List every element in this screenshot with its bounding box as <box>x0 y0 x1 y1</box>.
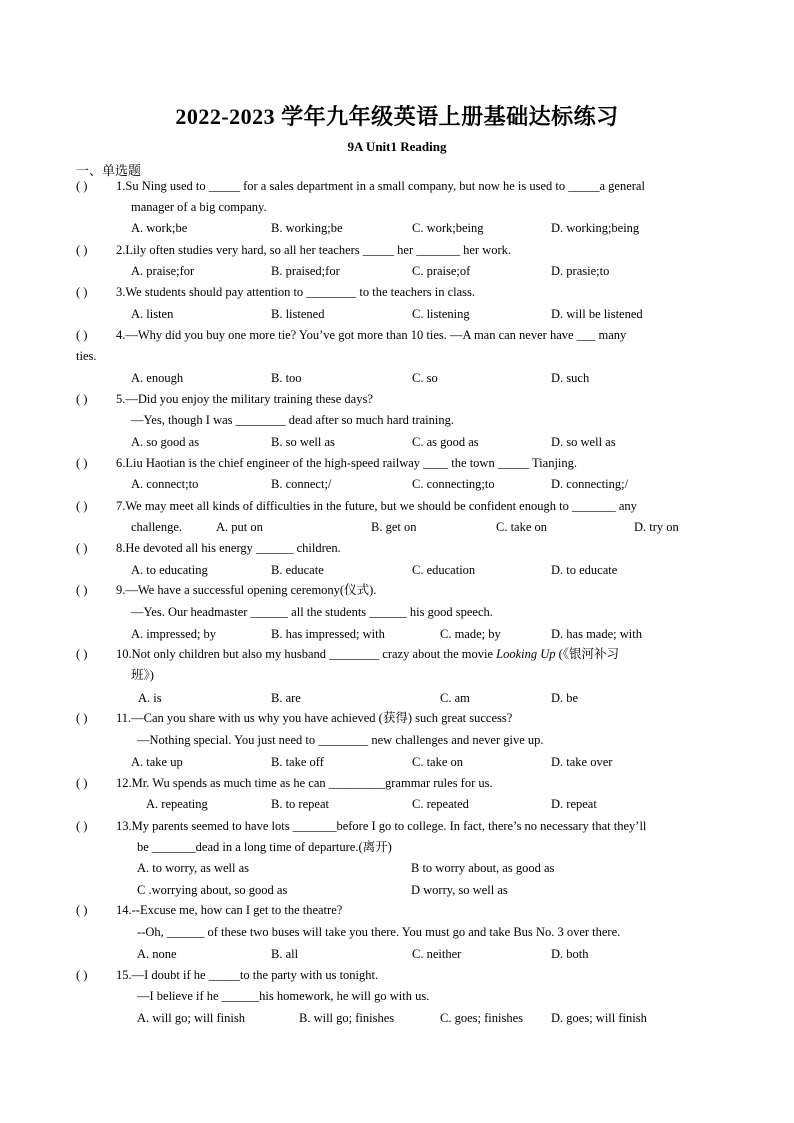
answer-option[interactable]: A. to educating <box>131 563 208 577</box>
answer-option[interactable]: D. repeat <box>551 797 597 811</box>
question-text: --Oh, ______ of these two buses will take you there. You must go and take Bus No. 3 over there. <box>137 925 621 939</box>
answer-blank[interactable]: ( ) <box>76 456 88 470</box>
answer-blank[interactable]: ( ) <box>76 499 88 513</box>
answer-option[interactable]: C. so <box>412 371 438 385</box>
question-text: 13.My parents seemed to have lots _______before I go to college. In fact, there’s no necessary that they’ll <box>116 819 647 833</box>
answer-option[interactable]: B. too <box>271 371 302 385</box>
answer-option[interactable]: D. be <box>551 691 579 705</box>
movie-title: Looking Up <box>496 647 556 661</box>
question-text: 10.Not only children but also my husband ________ crazy about the movie Looking Up (《银河补习 <box>116 647 620 661</box>
answer-blank[interactable]: ( ) <box>76 647 88 661</box>
answer-option[interactable]: C .worrying about, so good as <box>137 883 288 897</box>
answer-option[interactable]: C. work;being <box>412 221 484 235</box>
answer-option[interactable]: A. praise;for <box>131 264 195 278</box>
answer-option[interactable]: C. connecting;to <box>412 477 495 491</box>
answer-option[interactable]: D. such <box>551 371 590 385</box>
answer-option[interactable]: C. take on <box>412 755 464 769</box>
question-text: ties. <box>76 349 97 363</box>
answer-option[interactable]: D. will be listened <box>551 307 643 321</box>
question-text: 4.—Why did you buy one more tie? You’ve got more than 10 ties. —A man can never have ___ many <box>116 328 627 342</box>
answer-blank[interactable]: ( ) <box>76 243 88 257</box>
answer-blank[interactable]: ( ) <box>76 328 88 342</box>
answer-option[interactable]: D. working;being <box>551 221 640 235</box>
question-text: 1.Su Ning used to _____ for a sales department in a small company, but now he is used to _____a general <box>116 179 645 193</box>
answer-option[interactable]: B. all <box>271 947 299 961</box>
answer-option[interactable]: A. connect;to <box>131 477 199 491</box>
question-text: 班》) <box>131 668 154 682</box>
document-title: 2022-2023 学年九年级英语上册基础达标练习 <box>175 104 619 129</box>
section-heading: 一、单选题 <box>76 163 142 178</box>
answer-option[interactable]: B. get on <box>371 520 417 534</box>
question-text: —Yes, though I was ________ dead after so much hard training. <box>131 413 454 427</box>
answer-option[interactable]: B. educate <box>271 563 324 577</box>
answer-option[interactable]: B. has impressed; with <box>271 627 385 641</box>
answer-blank[interactable]: ( ) <box>76 903 88 917</box>
question-text: 15.—I doubt if he _____to the party with us tonight. <box>116 968 379 982</box>
answer-option[interactable]: D. has made; with <box>551 627 642 641</box>
answer-option[interactable]: C. praise;of <box>412 264 471 278</box>
question-text: 3.We students should pay attention to ________ to the teachers in class. <box>116 285 475 299</box>
answer-option[interactable]: A. work;be <box>131 221 188 235</box>
question-text: 6.Liu Haotian is the chief engineer of the high-speed railway ____ the town _____ Tianjing. <box>116 456 578 470</box>
answer-option[interactable]: B. praised;for <box>271 264 340 278</box>
answer-option[interactable]: D. goes; will finish <box>551 1011 647 1025</box>
answer-option[interactable]: C. neither <box>412 947 462 961</box>
answer-option[interactable]: C. take on <box>496 520 548 534</box>
question-text-suffix: (《银河补习 <box>555 647 620 661</box>
answer-blank[interactable]: ( ) <box>76 179 88 193</box>
answer-option[interactable]: C. as good as <box>412 435 479 449</box>
answer-option[interactable]: D worry, so well as <box>411 883 508 897</box>
answer-option[interactable]: B. so well as <box>271 435 335 449</box>
answer-option[interactable]: C. listening <box>412 307 470 321</box>
question-text: manager of a big company. <box>131 200 267 214</box>
question-text: 5.—Did you enjoy the military training these days? <box>116 392 373 406</box>
answer-option[interactable]: A. enough <box>131 371 184 385</box>
answer-option[interactable]: C. goes; finishes <box>440 1011 523 1025</box>
answer-option[interactable]: B. listened <box>271 307 325 321</box>
question-text: 8.He devoted all his energy ______ children. <box>116 541 341 555</box>
answer-option[interactable]: D. take over <box>551 755 613 769</box>
question-text: 2.Lily often studies very hard, so all her teachers _____ her _______ her work. <box>116 243 512 257</box>
question-text: 7.We may meet all kinds of difficulties in the future, but we should be confident enough to _______ any <box>116 499 637 513</box>
question-text: 14.--Excuse me, how can I get to the theatre? <box>116 903 343 917</box>
answer-option[interactable]: D. try on <box>634 520 679 534</box>
answer-option[interactable]: A. repeating <box>146 797 208 811</box>
answer-option[interactable]: A. take up <box>131 755 183 769</box>
answer-option[interactable]: A. is <box>138 691 162 705</box>
answer-option[interactable]: B to worry about, as good as <box>411 861 555 875</box>
answer-option[interactable]: A. impressed; by <box>131 627 217 641</box>
answer-option[interactable]: B. will go; finishes <box>299 1011 395 1025</box>
answer-option[interactable]: C. am <box>440 691 470 705</box>
answer-option[interactable]: D. both <box>551 947 589 961</box>
answer-option[interactable]: A. so good as <box>131 435 200 449</box>
answer-blank[interactable]: ( ) <box>76 776 88 790</box>
answer-option[interactable]: C. made; by <box>440 627 501 641</box>
answer-option[interactable]: A. none <box>137 947 177 961</box>
answer-option[interactable]: B. to repeat <box>271 797 329 811</box>
answer-option[interactable]: D. prasie;to <box>551 264 610 278</box>
answer-option[interactable]: A. listen <box>131 307 174 321</box>
question-text: 11.—Can you share with us why you have achieved (获得) such great success? <box>116 711 513 725</box>
answer-blank[interactable]: ( ) <box>76 541 88 555</box>
answer-blank[interactable]: ( ) <box>76 819 88 833</box>
answer-option[interactable]: D. so well as <box>551 435 616 449</box>
answer-blank[interactable]: ( ) <box>76 392 88 406</box>
question-text: be _______dead in a long time of departure.(离开) <box>137 840 392 854</box>
answer-option[interactable]: B. are <box>271 691 301 705</box>
answer-option[interactable]: A. to worry, as well as <box>137 861 250 875</box>
answer-option[interactable]: D. to educate <box>551 563 618 577</box>
answer-option[interactable]: C. education <box>412 563 476 577</box>
answer-option[interactable]: C. repeated <box>412 797 469 811</box>
answer-option[interactable]: B. working;be <box>271 221 343 235</box>
question-text: —I believe if he ______his homework, he will go with us. <box>137 989 430 1003</box>
answer-blank[interactable]: ( ) <box>76 968 88 982</box>
question-text: —Nothing special. You just need to ________ new challenges and never give up. <box>137 733 544 747</box>
answer-option[interactable]: A. put on <box>216 520 263 534</box>
answer-option[interactable]: B. take off <box>271 755 324 769</box>
answer-option[interactable]: B. connect;/ <box>271 477 332 491</box>
question-text: —Yes. Our headmaster ______ all the students ______ his good speech. <box>131 605 493 619</box>
question-text: 12.Mr. Wu spends as much time as he can _________grammar rules for us. <box>116 776 493 790</box>
question-text: 9.—We have a successful opening ceremony(仪式). <box>116 583 377 597</box>
answer-blank[interactable]: ( ) <box>76 711 88 725</box>
answer-blank[interactable]: ( ) <box>76 583 88 597</box>
answer-option[interactable]: A. will go; will finish <box>137 1011 245 1025</box>
answer-option[interactable]: D. connecting;/ <box>551 477 629 491</box>
answer-blank[interactable]: ( ) <box>76 285 88 299</box>
question-text: challenge. <box>131 520 183 534</box>
document-subtitle: 9A Unit1 Reading <box>347 139 447 154</box>
